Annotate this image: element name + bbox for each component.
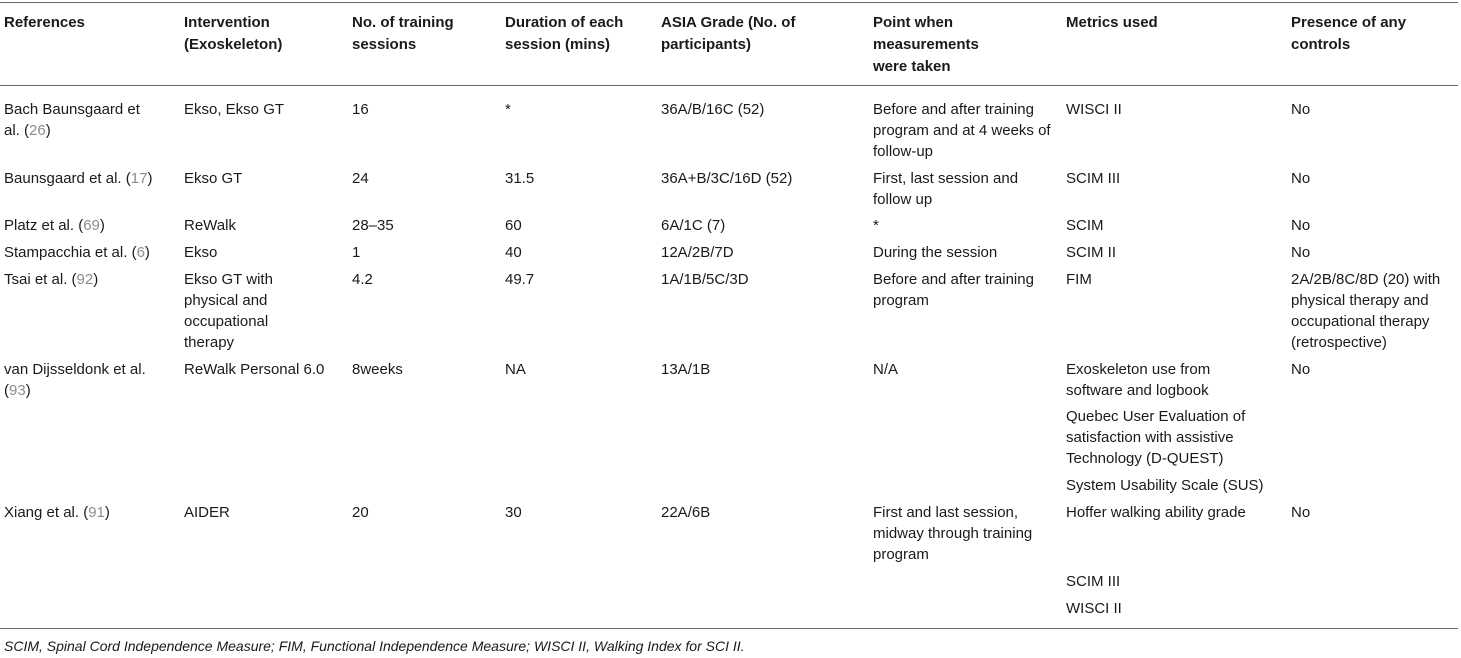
cell-reference — [4, 269, 169, 290]
cell-controls: No — [1291, 361, 1311, 378]
cell-metric: Hoffer walking ability grade — [1066, 504, 1246, 521]
reference-name: Stampacchia et al. ( — [4, 244, 137, 261]
cell-controls: 2A/2B/8C/8D (20) with physical therapy and occupational therapy (retrospective) — [1291, 271, 1441, 351]
cell-sessions: 24 — [352, 170, 369, 187]
cell-controls: No — [1291, 217, 1311, 234]
cell-metric: Exoskeleton use from software and logbook — [1066, 361, 1211, 399]
col-header-controls: Presence of any controls — [1291, 14, 1407, 53]
col-header-measurement-point: Point when measurements were taken — [873, 14, 979, 75]
cell-reference — [4, 215, 169, 236]
cell-sessions: 1 — [352, 244, 361, 261]
cell-measurement-point: * — [873, 217, 879, 234]
cell-duration: 49.7 — [505, 271, 535, 288]
cell-reference — [4, 242, 169, 263]
col-header-duration: Duration of each session (mins) — [505, 14, 624, 53]
reference-name: Baunsgaard et al. ( — [4, 170, 131, 187]
citation-link[interactable]: 93 — [9, 382, 26, 399]
reference-close: ) — [104, 504, 110, 521]
cell-asia-grade: 36A/B/16C (52) — [661, 101, 765, 118]
cell-intervention: Ekso GT with physical and occupational therapy — [184, 271, 273, 351]
reference-name: van Dijsseldonk et al. ( — [4, 361, 146, 399]
cell-measurement-point: During the session — [873, 244, 998, 261]
cell-measurement-point: First, last session and follow up — [873, 170, 1019, 208]
citation-link[interactable]: 91 — [88, 504, 105, 521]
cell-sessions: 20 — [352, 504, 369, 521]
citation-link[interactable]: 92 — [76, 271, 94, 288]
cell-duration: 31.5 — [505, 170, 535, 187]
top-rule — [0, 2, 1458, 3]
col-header-metrics: Metrics used — [1066, 14, 1158, 31]
cell-sessions: 8weeks — [352, 361, 403, 378]
col-header-asia-grade: ASIA Grade (No. of participants) — [661, 14, 796, 53]
cell-metric: SCIM II — [1066, 244, 1117, 261]
cell-duration: 30 — [505, 504, 522, 521]
cell-controls: No — [1291, 101, 1311, 118]
cell-controls: No — [1291, 504, 1311, 521]
cell-metric: FIM — [1066, 271, 1092, 288]
reference-name: Xiang et al. ( — [4, 504, 89, 521]
reference-name: Tsai et al. ( — [4, 271, 77, 288]
cell-intervention: Ekso, Ekso GT — [184, 101, 285, 118]
cell-metric: WISCI II — [1066, 600, 1122, 617]
cell-sessions: 28–35 — [352, 217, 394, 234]
cell-intervention: ReWalk Personal 6.0 — [184, 361, 325, 378]
cell-asia-grade: 6A/1C (7) — [661, 217, 726, 234]
cell-reference — [4, 359, 174, 401]
cell-asia-grade: 12A/2B/7D — [661, 244, 734, 261]
cell-duration: 60 — [505, 217, 522, 234]
cell-duration: NA — [505, 361, 526, 378]
col-header-intervention: Intervention (Exoskeleton) — [184, 14, 283, 53]
cell-sessions: 4.2 — [352, 271, 373, 288]
cell-duration: * — [505, 101, 511, 118]
cell-metric: Quebec User Evaluation of satisfaction with assistive Technology (D-QUEST) — [1066, 408, 1246, 467]
table-footnote: SCIM, Spinal Cord Independence Measure; FIM, Functional Independence Measure; WISCI II, Walking Index for SCI II. — [4, 638, 745, 654]
reference-name: Bach Baunsgaard et al. ( — [4, 101, 140, 139]
citation-link[interactable]: 26 — [29, 122, 46, 139]
header-rule — [0, 85, 1458, 86]
cell-metric: SCIM III — [1066, 170, 1121, 187]
citation-link[interactable]: 6 — [136, 244, 145, 261]
citation-link[interactable]: 17 — [130, 170, 148, 187]
cell-reference — [4, 502, 169, 523]
cell-metric: SCIM III — [1066, 573, 1121, 590]
cell-asia-grade: 22A/6B — [661, 504, 711, 521]
reference-close: ) — [93, 271, 99, 288]
cell-metric: SCIM — [1066, 217, 1104, 234]
cell-controls: No — [1291, 244, 1311, 261]
cell-intervention: Ekso GT — [184, 170, 243, 187]
cell-measurement-point: Before and after training program — [873, 271, 1034, 309]
cell-asia-grade: 36A+B/3C/16D (52) — [661, 170, 793, 187]
cell-reference — [4, 168, 169, 189]
reference-close: ) — [99, 217, 105, 234]
reference-close: ) — [45, 122, 51, 139]
cell-measurement-point: Before and after training program and at 4 weeks of follow-up — [873, 101, 1051, 160]
cell-intervention: Ekso — [184, 244, 218, 261]
cell-intervention: AIDER — [184, 504, 230, 521]
bottom-rule — [0, 628, 1458, 629]
cell-duration: 40 — [505, 244, 522, 261]
reference-close: ) — [25, 382, 31, 399]
cell-measurement-point: N/A — [873, 361, 899, 378]
reference-close: ) — [147, 170, 153, 187]
cell-sessions: 16 — [352, 101, 369, 118]
citation-link[interactable]: 69 — [83, 217, 100, 234]
cell-asia-grade: 1A/1B/5C/3D — [661, 271, 749, 288]
cell-metric: System Usability Scale (SUS) — [1066, 477, 1264, 494]
cell-asia-grade: 13A/1B — [661, 361, 711, 378]
cell-measurement-point: First and last session, midway through training program — [873, 504, 1033, 563]
cell-metric: WISCI II — [1066, 101, 1122, 118]
reference-close: ) — [144, 244, 150, 261]
cell-controls: No — [1291, 170, 1311, 187]
col-header-references: References — [4, 14, 85, 31]
cell-intervention: ReWalk — [184, 217, 236, 234]
reference-name: Platz et al. ( — [4, 217, 84, 234]
col-header-sessions: No. of training sessions — [352, 14, 454, 53]
cell-reference — [4, 99, 154, 141]
